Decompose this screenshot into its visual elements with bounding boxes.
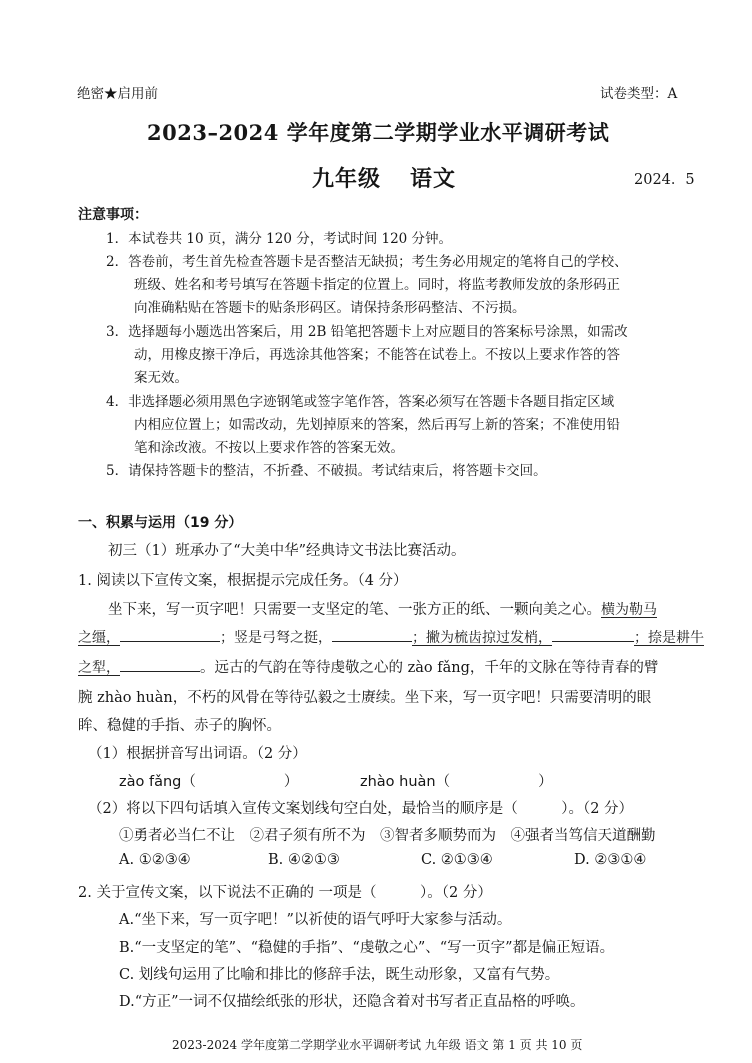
q2-option-a: A.“坐下来，写一页字吧！”以祈使的语气呼吁大家参与活动。	[119, 912, 512, 928]
underlined-sentence: ；竖是弓弩之挺，	[220, 630, 332, 646]
section-intro: 初三（1）班承办了“大美中华”经典诗文书法比赛活动。	[108, 543, 466, 559]
exam-title: 2023–2024 学年度第二学期学业水平调研考试	[147, 120, 610, 145]
underlined-sentence: 横为勒马	[601, 602, 657, 618]
underlined-sentence: 之缰，	[78, 630, 120, 646]
note-line: 内相应位置上；如需改动，先划掉原来的答案，然后再写上新的答案；不准使用铅	[134, 417, 620, 433]
sentence-options: ①勇者必当仁不让 ②君子须有所不为 ③智者多顺势而为 ④强者当笃信天道酬勤	[119, 828, 656, 844]
note-line: 向准确粘贴在答题卡的贴条形码区。请保持条形码整洁、不污损。	[134, 300, 526, 316]
choice-c: C. ②①③④	[421, 852, 493, 868]
note-line: 5．请保持答题卡的整洁，不折叠、不破损。考试结束后，将答题卡交回。	[106, 463, 547, 479]
choice-a: A. ①②③④	[119, 852, 191, 868]
paren-close: ）	[283, 774, 299, 790]
q2-option-d: D.“方正”一词不仅描绘纸张的形状，还隐含着对书写者正直品格的呼唤。	[119, 994, 585, 1010]
question-2-stem: 2. 关于宣传文案，以下说法不正确的 一项是（ ）。（2 分）	[78, 885, 492, 901]
note-line: 3．选择题每小题选出答案后，用 2B 铅笔把答题卡上对应题目的答案标号涂黑，如需改	[106, 324, 628, 340]
passage-text: 。远古的气韵在等待虔敬之心的 zào fǎng，千年的文脉在等待青春的臂	[200, 660, 659, 676]
passage-line-5: 眸、稳健的手指、赤子的胸怀。	[78, 718, 281, 734]
q2-option-c: C. 划线句运用了比喻和排比的修辞手法，既生动形象，又富有气势。	[119, 967, 560, 983]
passage-line-2	[78, 627, 704, 647]
blank-line	[552, 627, 634, 642]
passage-text: 坐下来，写一页字吧！只需要一支坚定的笔、一张方正的纸、一颗向美之心。	[108, 602, 601, 618]
note-line: 2．答卷前，考生首先检查答题卡是否整洁无缺损；考生务必用规定的笔将自己的学校、	[106, 254, 628, 270]
choice-d: D. ②③①④	[574, 852, 647, 868]
exam-date: 2024．5	[634, 172, 695, 188]
pinyin-prompt-1	[119, 770, 298, 791]
note-line: 笔和涂改液。不按以上要求作答的答案无效。	[134, 440, 404, 456]
confidential-label: 绝密★启用前	[77, 86, 158, 102]
passage-line-3	[78, 656, 658, 677]
note-line: 4．非选择题必须用黑色字迹钢笔或签字笔作答，答案必须写在答题卡各题目指定区域	[106, 394, 615, 410]
subject-label: 语文	[410, 166, 457, 192]
pinyin-text: zào fǎng（	[119, 774, 196, 790]
question-1-stem: 1. 阅读以下宣传文案，根据提示完成任务。（4 分）	[78, 573, 408, 589]
choice-b: B. ④②①③	[268, 852, 340, 868]
q2-option-b: B.“一支坚定的笔”、“稳健的手指”、“虔敬之心”、“写一页字”都是偏正短语。	[119, 940, 615, 956]
pinyin-text: zhào huàn（	[360, 774, 451, 790]
grade-label: 九年级	[312, 166, 382, 192]
note-line: 班级、姓名和考号填写在答题卡指定的位置上。同时，将监考教师发放的条形码正	[134, 277, 620, 293]
page-footer: 2023-2024 学年度第二学期学业水平调研考试 九年级 语文 第 1 页 共 10 页	[172, 1038, 583, 1052]
paren-close: ）	[538, 774, 553, 790]
blank-line	[120, 627, 220, 642]
subquestion-2: （2）将以下四句话填入宣传文案划线句空白处，最恰当的顺序是（ ）。（2 分）	[88, 801, 634, 817]
blank-line	[120, 657, 200, 672]
passage-line-1	[108, 598, 657, 619]
notes-heading: 注意事项：	[78, 207, 148, 223]
blank-line	[332, 627, 412, 642]
underlined-sentence: 之犁，	[78, 660, 120, 676]
passage-line-4: 腕 zhào huàn，不朽的风骨在等待弘毅之士赓续。坐下来，写一页字吧！只需要清明的眼	[78, 690, 652, 706]
pinyin-prompt-2	[360, 770, 553, 791]
section-heading: 一、积累与运用（19 分）	[78, 515, 243, 531]
note-line: 案无效。	[134, 370, 188, 386]
note-line: 动，用橡皮擦干净后，再选涂其他答案；不能答在试卷上。不按以上要求作答的答	[134, 347, 620, 363]
note-line: 1．本试卷共 10 页，满分 120 分，考试时间 120 分钟。	[106, 231, 453, 247]
underlined-sentence: ；捺是耕牛	[634, 630, 704, 646]
subquestion-1: （1）根据拼音写出词语。（2 分）	[88, 746, 307, 762]
paper-type-label: 试卷类型：A	[600, 86, 678, 102]
underlined-sentence: ；撇为梳齿掠过发梢，	[412, 630, 552, 646]
